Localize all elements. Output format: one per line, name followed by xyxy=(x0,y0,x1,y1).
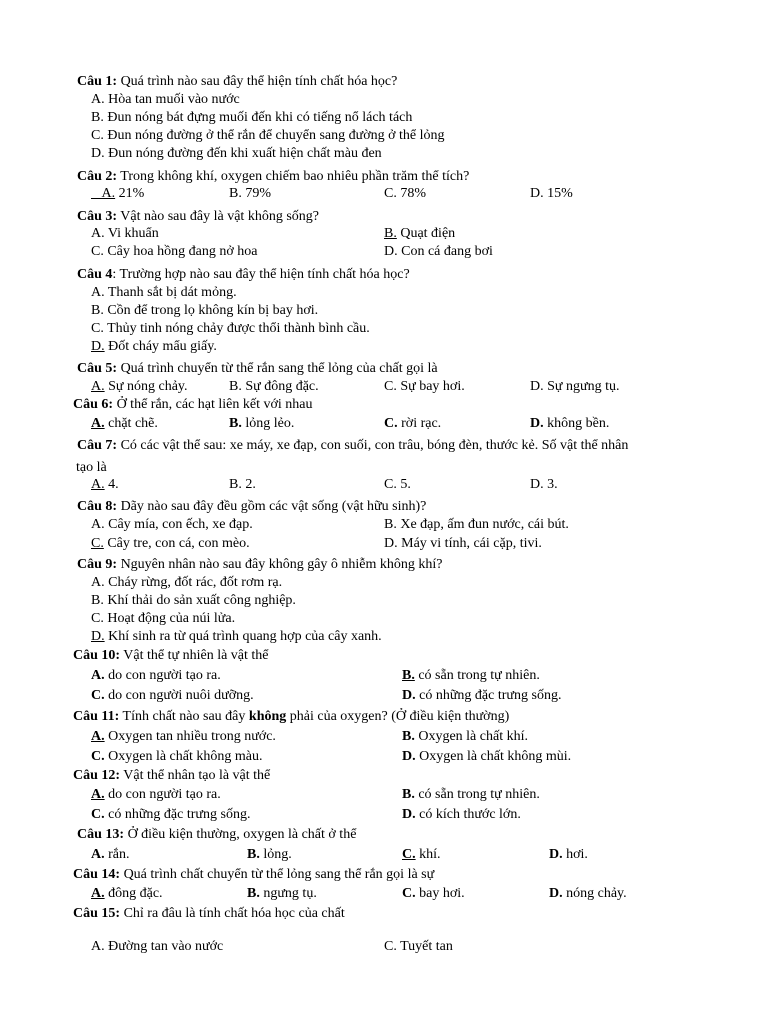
q6-option-d: D. không bền. xyxy=(530,416,610,431)
q13-option-d: D. hơi. xyxy=(549,847,588,862)
q9-option-d: D. Khí sinh ra từ quá trình quang hợp của cây xanh. xyxy=(91,629,382,644)
q14-option-a: A. đông đặc. xyxy=(91,886,163,901)
question-15: Câu 15: Chỉ ra đâu là tính chất hóa học của chất xyxy=(73,906,345,921)
question-7: Câu 7: Có các vật thể sau: xe máy, xe đạp, con suối, con trâu, bóng đèn, thước kẻ. Số vật thể nhân xyxy=(77,438,629,453)
q11-option-a: A. Oxygen tan nhiều trong nước. xyxy=(91,729,276,744)
q12-option-d: D. có kích thước lớn. xyxy=(402,807,521,822)
q4-option-a: A. Thanh sắt bị dát mỏng. xyxy=(91,285,237,300)
q9-option-b: B. Khí thải do sản xuất công nghiệp. xyxy=(91,593,296,608)
q9-option-a: A. Cháy rừng, đốt rác, đốt rơm rạ. xyxy=(91,575,283,590)
question-12: Câu 12: Vật thể nhân tạo là vật thể xyxy=(73,768,271,783)
q12-option-c: C. có những đặc trưng sống. xyxy=(91,807,251,822)
q5-option-b: B. Sự đông đặc. xyxy=(229,379,319,394)
q3-option-d: D. Con cá đang bơi xyxy=(384,244,493,259)
q11-option-b: B. Oxygen là chất khí. xyxy=(402,729,528,744)
q1-option-c: C. Đun nóng đường ở thể rắn để chuyển sang đường ở thể lỏng xyxy=(91,128,445,143)
question-14: Câu 14: Quá trình chất chuyển từ thể lỏng sang thể rắn gọi là sự xyxy=(73,867,435,882)
q7-option-d: D. 3. xyxy=(530,477,558,492)
q14-option-d: D. nóng chảy. xyxy=(549,886,627,901)
q7-option-a: A. 4. xyxy=(91,477,119,492)
q11-option-c: C. Oxygen là chất không màu. xyxy=(91,749,263,764)
q4-option-c: C. Thủy tinh nóng chảy được thổi thành bình cầu. xyxy=(91,321,370,336)
q6-option-a: A. chặt chẽ. xyxy=(91,416,158,431)
question-1: Câu 1: Quá trình nào sau đây thể hiện tính chất hóa học? xyxy=(77,74,398,89)
q15-option-a: A. Đường tan vào nước xyxy=(91,939,224,954)
q8-option-c: C. Cây tre, con cá, con mèo. xyxy=(91,536,250,551)
question-4: Câu 4: Trường hợp nào sau đây thể hiện tính chất hóa học? xyxy=(77,267,410,282)
q2-option-c: C. 78% xyxy=(384,186,427,201)
q14-option-c: C. bay hơi. xyxy=(402,886,465,901)
q1-option-d: D. Đun nóng đường đến khi xuất hiện chất màu đen xyxy=(91,146,382,161)
q8-option-b: B. Xe đạp, ấm đun nước, cái bút. xyxy=(384,517,569,532)
question-10: Câu 10: Vật thể tự nhiên là vật thể xyxy=(73,648,269,663)
q11-option-d: D. Oxygen là chất không mùi. xyxy=(402,749,572,764)
q1-option-a: A. Hòa tan muối vào nước xyxy=(91,92,240,107)
q2-option-d: D. 15% xyxy=(530,186,573,201)
q13-option-c: C. khí. xyxy=(402,847,441,862)
q3-option-c: C. Cây hoa hồng đang nở hoa xyxy=(91,244,258,259)
q10-option-a: A. do con người tạo ra. xyxy=(91,668,221,683)
q9-option-c: C. Hoạt động của núi lửa. xyxy=(91,611,236,626)
question-7-cont: tạo là xyxy=(76,460,107,475)
q15-option-c: C. Tuyết tan xyxy=(384,939,453,954)
q13-option-b: B. lỏng. xyxy=(247,847,292,862)
q10-option-d: D. có những đặc trưng sống. xyxy=(402,688,562,703)
q4-option-b: B. Cồn để trong lọ không kín bị bay hơi. xyxy=(91,303,319,318)
q3-option-a: A. Vi khuẩn xyxy=(91,226,159,241)
q12-option-a: A. do con người tạo ra. xyxy=(91,787,221,802)
question-8: Câu 8: Dãy nào sau đây đều gồm các vật sống (vật hữu sinh)? xyxy=(77,499,427,514)
q14-option-b: B. ngưng tụ. xyxy=(247,886,317,901)
q13-option-a: A. rắn. xyxy=(91,847,130,862)
question-6: Câu 6: Ở thể rắn, các hạt liên kết với nhau xyxy=(73,397,313,412)
q8-option-d: D. Máy vi tính, cái cặp, tivi. xyxy=(384,536,542,551)
q3-option-b: B. Quạt điện xyxy=(384,226,456,241)
q8-option-a: A. Cây mía, con ếch, xe đạp. xyxy=(91,517,253,532)
q5-option-a: A. Sự nóng chảy. xyxy=(91,379,188,394)
q5-option-d: D. Sự ngưng tụ. xyxy=(530,379,620,394)
question-5: Câu 5: Quá trình chuyển từ thể rắn sang thể lỏng của chất gọi là xyxy=(77,361,438,376)
question-2: Câu 2: Trong không khí, oxygen chiếm bao nhiêu phần trăm thể tích? xyxy=(77,169,470,184)
q2-option-b: B. 79% xyxy=(229,186,272,201)
q6-option-b: B. lỏng lẻo. xyxy=(229,416,295,431)
q10-option-c: C. do con người nuôi dưỡng. xyxy=(91,688,254,703)
q2-option-a: A. 21% xyxy=(101,186,145,201)
q12-option-b: B. có sẵn trong tự nhiên. xyxy=(402,787,540,802)
question-3: Câu 3: Vật nào sau đây là vật không sống? xyxy=(77,209,319,224)
q4-option-d: D. Đốt cháy mẩu giấy. xyxy=(91,339,217,354)
question-11: Câu 11: Tính chất nào sau đây không phải của oxygen? (Ở điều kiện thường) xyxy=(73,709,510,724)
question-9: Câu 9: Nguyên nhân nào sau đây không gây ô nhiễm không khí? xyxy=(77,557,443,572)
q7-option-b: B. 2. xyxy=(229,477,256,492)
q5-option-c: C. Sự bay hơi. xyxy=(384,379,465,394)
q6-option-c: C. rời rạc. xyxy=(384,416,442,431)
q10-option-b: B. có sẵn trong tự nhiên. xyxy=(402,668,540,683)
question-13: Câu 13: Ở điều kiện thường, oxygen là chất ở thể xyxy=(77,827,357,842)
q1-option-b: B. Đun nóng bát đựng muối đến khi có tiếng nổ lách tách xyxy=(91,110,413,125)
q7-option-c: C. 5. xyxy=(384,477,411,492)
